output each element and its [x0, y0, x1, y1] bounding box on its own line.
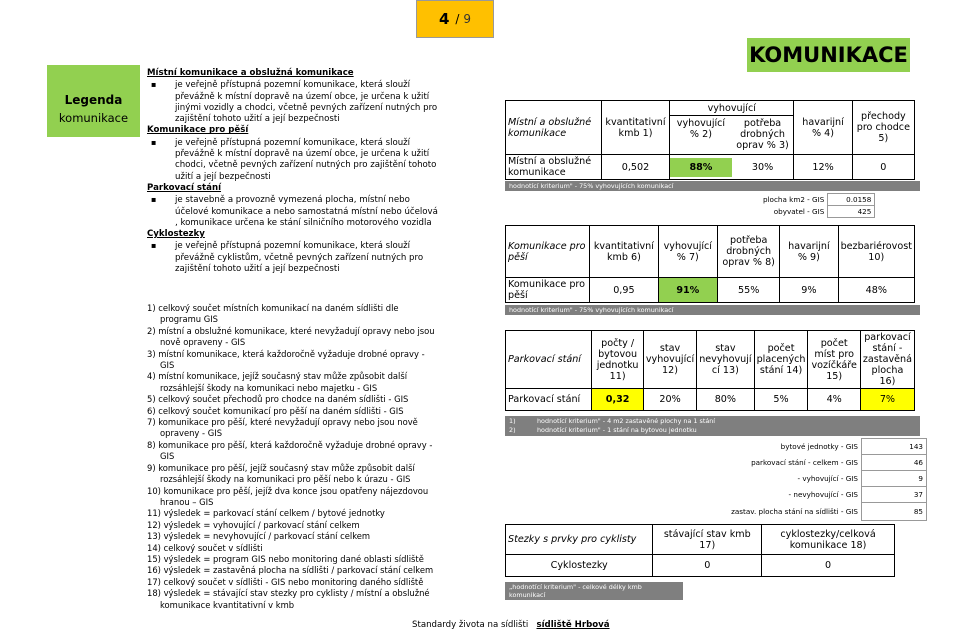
- table-local-roads: [505, 100, 915, 180]
- cell-group: [670, 155, 794, 180]
- header-cell: stav nevyhovují cí 13): [697, 331, 754, 389]
- definition-heading: Cyklostezky: [147, 229, 205, 240]
- header-cell: počet placených stání 14): [754, 331, 808, 389]
- header-cell: kvantitativní kmb 6): [590, 226, 658, 278]
- cell-value: 0,502: [601, 155, 669, 180]
- row-label: Komunikace pro pěší: [506, 278, 590, 303]
- header-cell: vyhovující % 7): [658, 226, 718, 278]
- footnote: 10) komunikace pro pěší, jejíž dva konce jsou opatřeny nájezdovou hranou – GIS: [147, 485, 429, 507]
- side-stats: [760, 193, 875, 218]
- footnote: 11) výsledek = parkovací stání celkem / bytové jednotky: [147, 508, 385, 519]
- cell-value: 5%: [754, 389, 808, 411]
- legend-box: [47, 65, 140, 137]
- cell-value: 80%: [697, 389, 754, 411]
- criterion-note: hodnotící kriterium" - 75% vyhovujících komunikací: [505, 305, 920, 315]
- footnote: 9) komunikace pro pěší, jejíž současný stav může způsobit další rozsáhlejší škody na komunikaci pro pěší nebo k úrazu - GIS: [147, 462, 415, 485]
- footnote: 4) místní komunikace, jejíž současný stav může způsobit další rozsáhlejší škody na komunikaci nebo majetku - GIS: [147, 371, 408, 393]
- footnote: 2) místní a obslužné komunikace, které nevyžadují opravy nebo jsou nově opraveny - GIS: [147, 325, 435, 348]
- table-parking: [505, 330, 915, 411]
- header-cell: havarijní % 9): [780, 226, 838, 278]
- header-group: [670, 101, 794, 155]
- page-current: 4: [438, 10, 450, 28]
- note-number: 1): [509, 417, 516, 425]
- stat-label: - nevyhovující - GIS: [788, 490, 858, 499]
- row-label: Cyklostezky: [506, 555, 653, 577]
- cell-value: 0,32: [592, 389, 644, 411]
- footnote: 12) výsledek = vyhovující / parkovací stání celkem: [147, 519, 360, 530]
- footnote: 15) výsledek = program GIS nebo monitoring dané oblasti sídliště: [147, 553, 424, 564]
- cell-value: 55%: [718, 278, 780, 303]
- page-separator: /: [455, 12, 460, 26]
- header-cell: potřeba drobných oprav % 8): [718, 226, 780, 278]
- page-indicator: [416, 0, 494, 38]
- stat-label: zastav. plocha stání na sídlišti - GIS: [731, 507, 858, 516]
- footnote: 7) komunikace pro pěší, které nevyžadují opravy nebo jsou nově opraveny - GIS: [147, 417, 418, 439]
- stat-value: 37: [862, 487, 927, 503]
- table-row-title: Komunikace pro pěší: [506, 226, 590, 278]
- cell-value: 0: [852, 155, 914, 180]
- legend-subtitle: komunikace: [58, 111, 129, 125]
- definition-text: ▪ je veřejně přístupná pozemní komunikace, která slouží převážně cyklistům, včetně pevných zařízení nutných pro zajištění tohoto užití a její bezpečnosti: [147, 240, 440, 275]
- stat-label: obyvatel - GIS: [773, 207, 825, 216]
- cell-value: 9%: [780, 278, 838, 303]
- header-group-label: vyhovující: [670, 102, 793, 116]
- table-row-title: Místní a obslužné komunikace: [506, 101, 602, 155]
- cell-value: 12%: [794, 155, 852, 180]
- row-label: Místní a obslužné komunikace: [506, 155, 602, 180]
- criterion-notes: [505, 416, 920, 436]
- page-footer: [412, 620, 610, 630]
- stat-label: bytové jednotky - GIS: [780, 442, 858, 451]
- header-cell: počet míst pro vozíčkáře 15): [808, 331, 860, 389]
- header-cell: stav vyhovující 12): [643, 331, 696, 389]
- header-cell: kvantitativní kmb 1): [601, 101, 669, 155]
- footer-text: Standardy života na sídlišti: [412, 620, 529, 630]
- cell-value: 88%: [670, 158, 732, 177]
- definition-heading: Místní komunikace a obslužná komunikace: [147, 68, 354, 78]
- header-cell: potřeba drobných oprav % 3): [736, 118, 789, 151]
- footnote: 16) výsledek = zastavěná plocha na sídlišti / parkovací stání celkem: [147, 565, 434, 576]
- header-cell: havarijní % 4): [794, 101, 852, 155]
- note-text: hodnotící kriterium" - 1 stání na bytovou jednotku: [537, 426, 697, 434]
- definition-text: ▪ je veřejně přístupná pozemní komunikace, která slouží převážně k místní dopravě na území obce, je určena k užití chodci, včetně pevných zařízení nutných pro zajištění tohoto užití a její bezpečnosti: [147, 137, 440, 183]
- legend-title: Legenda: [64, 93, 123, 107]
- cell-value: 4%: [808, 389, 860, 411]
- cell-value: 20%: [643, 389, 696, 411]
- stat-label: parkovací stání - celkem - GIS: [751, 458, 858, 467]
- definition-heading: Komunikace pro pěší: [147, 125, 249, 136]
- footnote: 5) celkový součet přechodů pro chodce na daném sídlišti - GIS: [147, 394, 409, 405]
- table-pedestrian: [505, 225, 915, 303]
- cell-value: 48%: [838, 278, 914, 303]
- page-total: 9: [463, 12, 472, 26]
- header-cell: vyhovující % 2): [676, 118, 726, 140]
- criterion-note: „hodnotící kriterium" - celkové délky kmb komunikací: [505, 582, 683, 600]
- note-number: 2): [509, 426, 516, 434]
- footnote: 18) výsledek = stávající stav stezky pro cyklisty / místní a obslužné komunikace kvantitativní v kmb: [147, 588, 430, 610]
- cell-value: 7%: [860, 389, 914, 411]
- footnote: 13) výsledek = nevyhovující / parkovací stání celkem: [147, 531, 371, 542]
- definition-text: ▪ je stavebně a provozně vymezená plocha, místní nebo účelové komunikace a nebo samostatná místní nebo účelová , komunikace určena ke stání silničního motorového vozidla: [147, 194, 440, 229]
- header-cell: přechody pro chodce 5): [852, 101, 914, 155]
- stat-label: - vyhovující - GIS: [797, 474, 858, 483]
- definition-text: ▪ je veřejně přístupná pozemní komunikace, která slouží převážně k místní dopravě na území obce, je určena k užití jinými vozidly a chodci, včetně pevných zařízení nutných pro zajištění tohoto užití a její bezpečnosti: [147, 79, 440, 125]
- stat-value: 46: [862, 455, 927, 471]
- cell-value: 91%: [658, 278, 718, 303]
- footnote: 1) celkový součet místních komunikací na daném sídlišti dle programu GIS: [147, 303, 399, 325]
- footnote: 17) celkový součet v sídlišti - GIS nebo monitoring daného sídliště: [147, 576, 424, 587]
- stat-label: plocha km2 - GIS: [763, 195, 825, 204]
- parking-stats: [725, 438, 927, 521]
- footnote: 8) komunikace pro pěší, která každoročně vyžaduje drobné opravy - GIS: [147, 439, 433, 462]
- table-cycle-paths: [505, 524, 895, 577]
- definition-heading: Parkovací stání: [147, 182, 222, 193]
- row-label: Parkovací stání: [506, 389, 592, 411]
- footnotes: [147, 303, 440, 611]
- note-text: hodnotící kriterium" - 4 m2 zastavěné plochy na 1 stání: [537, 417, 716, 425]
- footnote: 14) celkový součet v sídlišti: [147, 542, 263, 553]
- stat-value: 143: [862, 439, 927, 455]
- table-row-title: Parkovací stání: [506, 331, 592, 389]
- header-cell: počty / bytovou jednotku 11): [592, 331, 644, 389]
- header-cell: bezbariérovost 10): [838, 226, 914, 278]
- stat-value: 85: [862, 503, 927, 521]
- cell-value: 30%: [751, 161, 774, 173]
- header-cell: parkovací stání - zastavěná plocha 16): [860, 331, 914, 389]
- cell-value: 0: [653, 555, 762, 577]
- stat-value: 0.0158: [828, 194, 875, 206]
- stat-value: 9: [862, 471, 927, 487]
- section-title: KOMUNIKACE: [747, 38, 910, 72]
- header-cell: stávající stav kmb 17): [653, 525, 762, 555]
- definitions: [147, 68, 440, 275]
- footnote: 6) celkový součet komunikací pro pěší na daném sídlišti - GIS: [147, 405, 404, 416]
- header-cell: cyklostezky/celková komunikace 18): [762, 525, 895, 555]
- criterion-note: hodnotící kriterium" - 75% vyhovujících komunikací: [505, 181, 920, 191]
- stat-value: 425: [828, 206, 875, 218]
- cell-value: 0: [762, 555, 895, 577]
- cell-value: 0,95: [590, 278, 658, 303]
- footnote: 3) místní komunikace, která každoročně vyžaduje drobné opravy - GIS: [147, 348, 425, 371]
- footer-name: sídliště Hrbová: [536, 620, 610, 630]
- table-row-title: Stezky s prvky pro cyklisty: [506, 525, 653, 555]
